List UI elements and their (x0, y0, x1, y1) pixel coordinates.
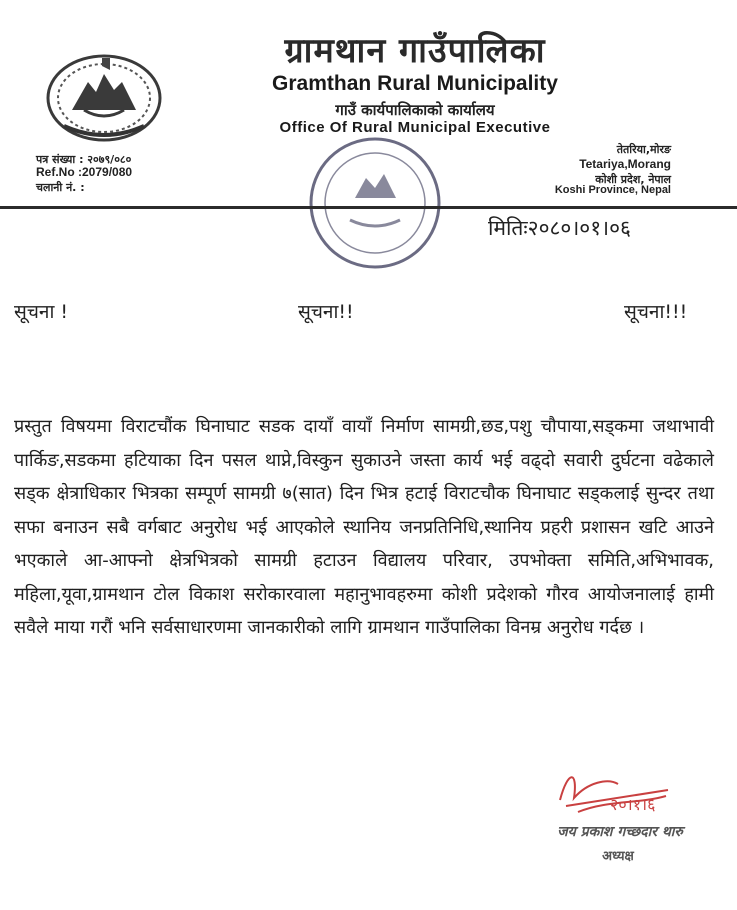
notice-heading-2: सूचना!! (298, 301, 354, 323)
address-line-2: Tetariya,Morang (579, 157, 671, 171)
chairperson-signature (548, 760, 688, 822)
patra-sankhya: पत्र संख्या : २०७९/०८० (36, 153, 132, 166)
office-stamp (300, 128, 450, 278)
office-name-np: गाउँ कार्यपालिकाको कार्यालय (335, 101, 495, 119)
address-line-3: कोशी प्रदेश, नेपाल (595, 173, 671, 186)
header-divider (0, 206, 737, 209)
notice-body: प्रस्तुत विषयमा विराटचौंक घिनाघाट सडक दायाँ वायाँ निर्माण सामग्री,छड,पशु चौपाया,सड्कमा जथाभावी पार्किङ,सडकमा हटियाका दिन पसल थाप्ने,विस्कुन सुकाउने जस्ता कार्य भई वढ्दो सवारी दुर्घटना वढेकाले सड्क क्षेत्राधिकार भित्रका सम्पूर्ण सामग्री ७(सात) दिन भित्र हटाई विराटचौक घिनाघाट सड्कलाई सुन्दर तथा सफा बनाउन सबै वर्गबाट अनुरोध भई आएकोले स्थानिय जनप्रतिनिधि,स्थानिय प्रहरी प्रशासन खटि आउने भएकाले आ-आफ्नो क्षेत्रभित्रको सामग्री हटाउन विद्यालय परिवार, उपभोक्ता समिति,अभिभावक, महिला,यूवा,ग्रामथान टोल विकाश सरोकारवाला महानुभावहरुमा कोशी प्रदेशको गौरव आयोजनालाई हामी सवैले माया गरौं भनि सर्वसाधारणमा जानकारीको लागि ग्रामथान गाउँपालिका विनम्र अनुरोध गर्दछ । (14, 416, 714, 638)
office-name-en: Office Of Rural Municipal Executive (279, 119, 551, 136)
notice-heading-3: सूचना!!! (624, 301, 688, 323)
municipality-name-en: Gramthan Rural Municipality (272, 72, 558, 95)
nepal-emblem-icon (44, 52, 164, 144)
signer-name: जय प्रकाश गच्छदार थारु (557, 824, 683, 840)
notice-heading-1: सूचना ! (14, 301, 69, 323)
address-line-1: तेतरिया,मोरङ (616, 143, 671, 156)
municipality-name-np: ग्रामथान गाउँपालिका (284, 31, 546, 71)
ref-number: Ref.No :2079/080 (36, 165, 133, 179)
letter-date: मितिः२०८०।०१।०६ (488, 216, 631, 240)
chalani-number: चलानी नं. : (36, 181, 85, 194)
address-line-4: Koshi Province, Nepal (554, 184, 671, 196)
signer-title: अध्यक्ष (602, 849, 634, 864)
signature-date: २०।१।६ (610, 795, 656, 814)
